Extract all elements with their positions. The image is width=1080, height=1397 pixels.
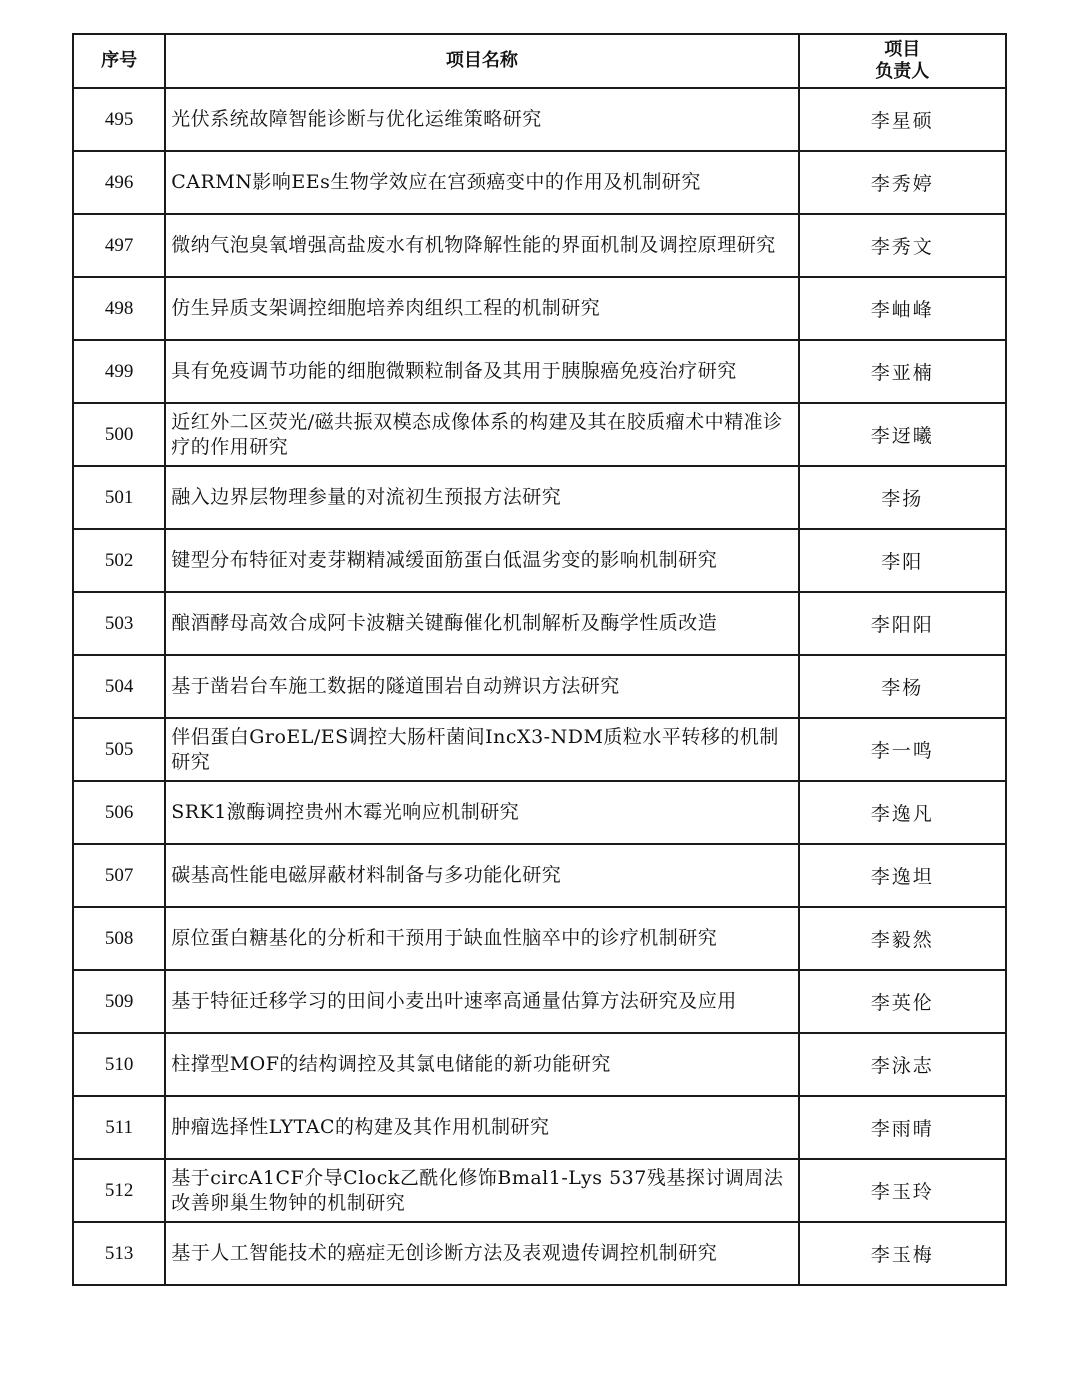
project-name-cell: 具有免疫调节功能的细胞微颗粒制备及其用于胰腺癌免疫治疗研究 xyxy=(165,340,798,403)
project-leader-cell: 李阳 xyxy=(799,529,1006,592)
project-name-cell: 酿酒酵母高效合成阿卡波糖关键酶催化机制解析及酶学性质改造 xyxy=(165,592,798,655)
project-leader-cell: 李玉玲 xyxy=(799,1159,1006,1222)
serial-number-cell: 513 xyxy=(73,1222,165,1285)
project-name-cell: 基于凿岩台车施工数据的隧道围岩自动辨识方法研究 xyxy=(165,655,798,718)
project-name-cell: 基于特征迁移学习的田间小麦出叶速率高通量估算方法研究及应用 xyxy=(165,970,798,1033)
project-leader-cell: 李逸坦 xyxy=(799,844,1006,907)
table-header xyxy=(73,34,1006,88)
table-row xyxy=(73,403,1006,466)
serial-number-cell: 507 xyxy=(73,844,165,907)
serial-number-cell: 499 xyxy=(73,340,165,403)
serial-number-cell: 498 xyxy=(73,277,165,340)
project-name-cell: CARMN影响EEs生物学效应在宫颈癌变中的作用及机制研究 xyxy=(165,151,798,214)
serial-number-cell: 512 xyxy=(73,1159,165,1222)
project-leader-cell: 李逸凡 xyxy=(799,781,1006,844)
project-name-cell: 基于人工智能技术的癌症无创诊断方法及表观遗传调控机制研究 xyxy=(165,1222,798,1285)
project-leader-cell: 李英伦 xyxy=(799,970,1006,1033)
project-table xyxy=(72,33,1007,1286)
project-name-cell: SRK1激酶调控贵州木霉光响应机制研究 xyxy=(165,781,798,844)
project-name-cell: 融入边界层物理参量的对流初生预报方法研究 xyxy=(165,466,798,529)
project-leader-cell: 李迓曦 xyxy=(799,403,1006,466)
project-leader-cell: 李阳阳 xyxy=(799,592,1006,655)
project-leader-cell: 李雨晴 xyxy=(799,1096,1006,1159)
serial-number-cell: 497 xyxy=(73,214,165,277)
serial-number-cell: 510 xyxy=(73,1033,165,1096)
serial-number-cell: 504 xyxy=(73,655,165,718)
serial-number-cell: 506 xyxy=(73,781,165,844)
table-row xyxy=(73,529,1006,592)
serial-number-cell: 500 xyxy=(73,403,165,466)
table-body xyxy=(73,88,1006,1285)
project-name-cell: 键型分布特征对麦芽糊精减缓面筋蛋白低温劣变的影响机制研究 xyxy=(165,529,798,592)
table-row xyxy=(73,1222,1006,1285)
header-row xyxy=(73,34,1006,88)
table-row xyxy=(73,718,1006,781)
table-row xyxy=(73,592,1006,655)
serial-number-cell: 502 xyxy=(73,529,165,592)
table-row xyxy=(73,781,1006,844)
project-leader-cell: 李星硕 xyxy=(799,88,1006,151)
project-name-cell: 基于circA1CF介导Clock乙酰化修饰Bmal1-Lys 537残基探讨调周法改善卵巢生物钟的机制研究 xyxy=(165,1159,798,1222)
header-project-name: 项目名称 xyxy=(165,34,798,88)
header-serial-number: 序号 xyxy=(73,34,165,88)
table-row xyxy=(73,1159,1006,1222)
project-leader-cell: 李秀婷 xyxy=(799,151,1006,214)
serial-number-cell: 508 xyxy=(73,907,165,970)
table-row xyxy=(73,655,1006,718)
table-row xyxy=(73,844,1006,907)
header-leader-line2: 负责人 xyxy=(875,61,930,82)
table-row xyxy=(73,88,1006,151)
project-name-cell: 柱撑型MOF的结构调控及其氯电储能的新功能研究 xyxy=(165,1033,798,1096)
project-name-cell: 微纳气泡臭氧增强高盐废水有机物降解性能的界面机制及调控原理研究 xyxy=(165,214,798,277)
project-leader-cell: 李扬 xyxy=(799,466,1006,529)
project-name-cell: 肿瘤选择性LYTAC的构建及其作用机制研究 xyxy=(165,1096,798,1159)
table-row xyxy=(73,970,1006,1033)
project-name-cell: 原位蛋白糖基化的分析和干预用于缺血性脑卒中的诊疗机制研究 xyxy=(165,907,798,970)
project-leader-cell: 李一鸣 xyxy=(799,718,1006,781)
table-row xyxy=(73,1033,1006,1096)
table-row xyxy=(73,277,1006,340)
project-leader-cell: 李杨 xyxy=(799,655,1006,718)
project-name-cell: 仿生异质支架调控细胞培养肉组织工程的机制研究 xyxy=(165,277,798,340)
project-leader-cell: 李毅然 xyxy=(799,907,1006,970)
project-leader-cell: 李玉梅 xyxy=(799,1222,1006,1285)
serial-number-cell: 501 xyxy=(73,466,165,529)
project-leader-cell: 李岫峰 xyxy=(799,277,1006,340)
serial-number-cell: 496 xyxy=(73,151,165,214)
serial-number-cell: 495 xyxy=(73,88,165,151)
table-row xyxy=(73,1096,1006,1159)
project-leader-cell: 李秀文 xyxy=(799,214,1006,277)
serial-number-cell: 503 xyxy=(73,592,165,655)
project-name-cell: 近红外二区荧光/磁共振双模态成像体系的构建及其在胶质瘤术中精准诊疗的作用研究 xyxy=(165,403,798,466)
header-project-leader xyxy=(799,34,1006,88)
serial-number-cell: 505 xyxy=(73,718,165,781)
serial-number-cell: 511 xyxy=(73,1096,165,1159)
project-name-cell: 碳基高性能电磁屏蔽材料制备与多功能化研究 xyxy=(165,844,798,907)
project-leader-cell: 李泳志 xyxy=(799,1033,1006,1096)
table-row xyxy=(73,214,1006,277)
project-leader-cell: 李亚楠 xyxy=(799,340,1006,403)
serial-number-cell: 509 xyxy=(73,970,165,1033)
table-row xyxy=(73,466,1006,529)
header-leader-line1: 项目 xyxy=(884,39,921,60)
table-row xyxy=(73,340,1006,403)
table-row xyxy=(73,151,1006,214)
project-name-cell: 光伏系统故障智能诊断与优化运维策略研究 xyxy=(165,88,798,151)
table-row xyxy=(73,907,1006,970)
project-name-cell: 伴侣蛋白GroEL/ES调控大肠杆菌间IncX3-NDM质粒水平转移的机制研究 xyxy=(165,718,798,781)
